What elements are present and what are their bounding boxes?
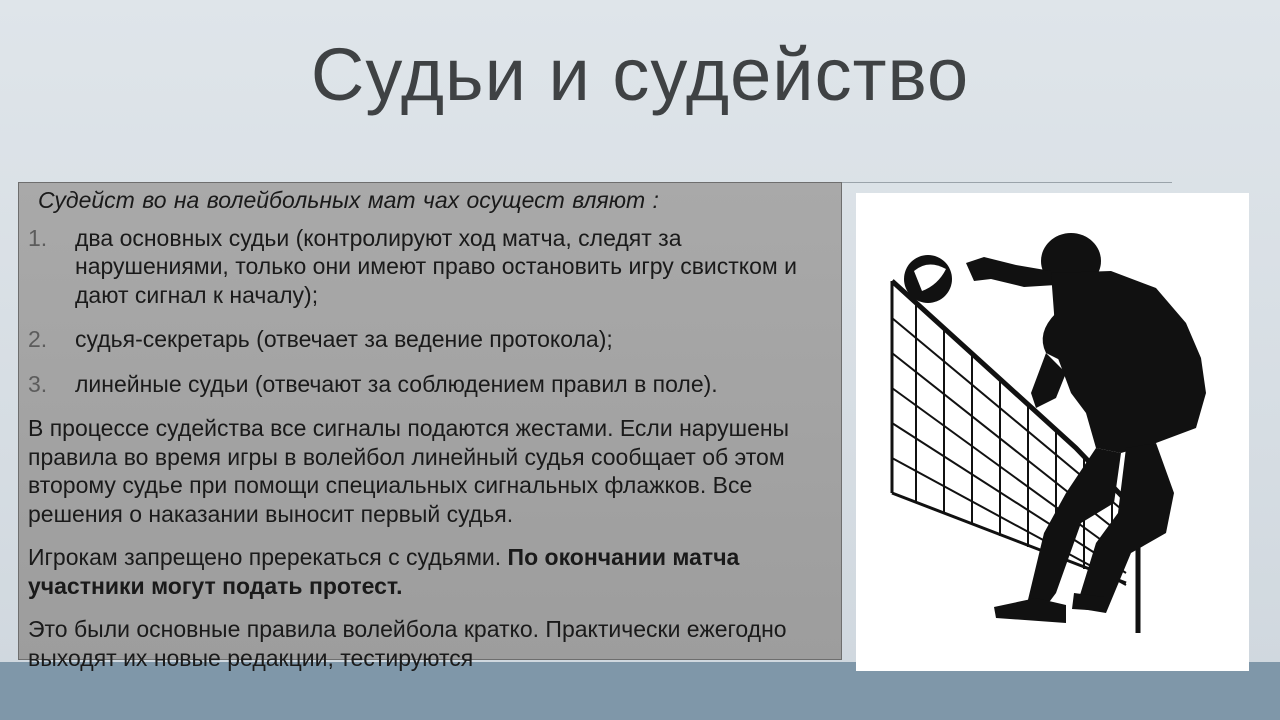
content-body (28, 186, 828, 687)
protest-bold-text: По окончании матча участники могут подать протест. (28, 544, 740, 599)
volleyball-player-at-net-icon (856, 193, 1249, 671)
title-divider (842, 182, 1172, 183)
referee-list (28, 224, 828, 399)
list-number: 2. (28, 326, 48, 352)
list-item (28, 224, 828, 310)
list-text: линейные судьи (отвечают за соблюдением правил в поле). (75, 370, 718, 397)
player-silhouette-icon (966, 233, 1206, 623)
signals-paragraph: В процессе судейства все сигналы подаются жестами. Если нарушены правила во время игры в волейбол линейный судья сообщает об этом второму судье при помощи специальных сигнальных флажков. Все решения о наказании выносит первый судья. (28, 415, 790, 527)
list-text: судья-секретарь (отвечает за ведение протокола); (75, 326, 613, 352)
intro-text: Судейст во на волейбольных мат чах осущест вляют : (38, 187, 659, 213)
ball-icon (904, 255, 952, 303)
protest-plain-text: Игрокам запрещено пререкаться с судьями. (28, 544, 508, 570)
closing-paragraph: Это были основные правила волейбола кратко. Практически ежегодно выходят их новые редакции, тестируются (28, 616, 787, 671)
list-item (28, 370, 828, 399)
protest-paragraph (28, 543, 828, 600)
list-number: 3. (28, 370, 48, 397)
list-item (28, 325, 828, 354)
list-text: два основных судьи (контролируют ход матча, следят за нарушениями, только они имеют право остановить игру свистком и дают сигнал к началу); (75, 224, 797, 308)
list-number: 1. (28, 224, 48, 251)
slide-title: Судьи и судейство (310, 33, 970, 116)
